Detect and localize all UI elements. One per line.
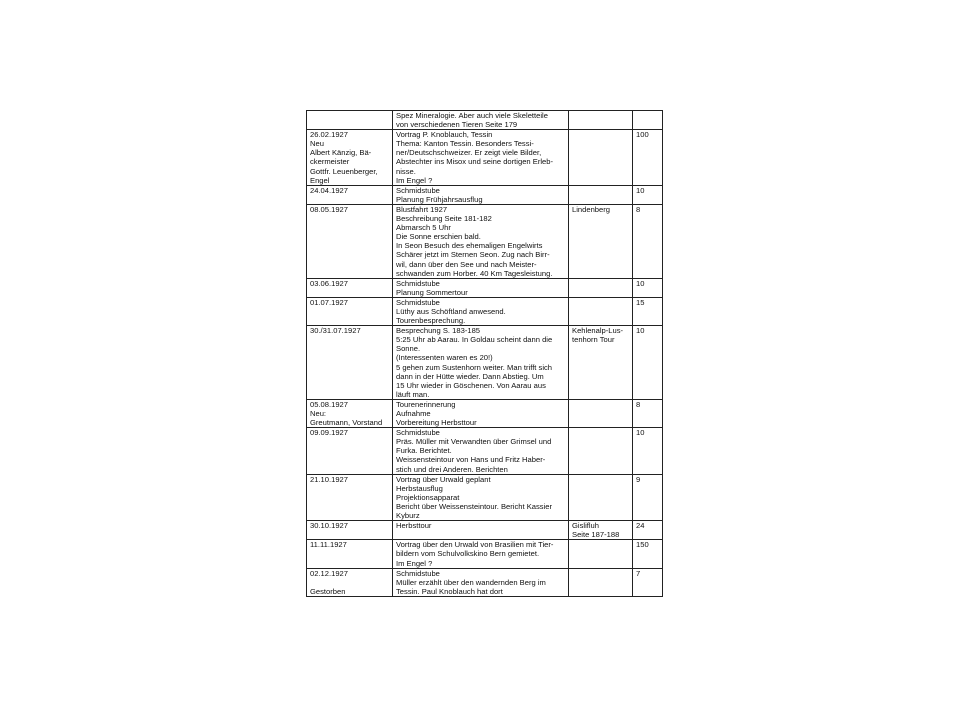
description-cell: Schmidstube Lüthy aus Schöftland anwesend. Tourenbesprechung. [393,297,569,325]
table-row [307,278,663,297]
description-cell: Tourenerinnerung Aufnahme Vorbereitung Herbsttour [393,399,569,427]
count-cell: 9 [633,474,663,520]
table-row [307,204,663,278]
date-cell: 03.06.1927 [307,278,393,297]
table-row [307,297,663,325]
date-cell: 08.05.1927 [307,204,393,278]
description-cell: Besprechung S. 183-185 5:25 Uhr ab Aarau. In Goldau scheint dann die Sonne. (Interessenten waren es 20!) 5 gehen zum Sustenhorn weiter. Man trifft sich dann in der Hütte wieder. Dann Abstieg. Um 15 Uhr wieder in Göschenen. Von Aarau aus läuft man. [393,326,569,400]
place-cell [569,568,633,596]
table-row [307,540,663,568]
place-cell [569,297,633,325]
table-row [307,428,663,474]
count-cell: 10 [633,278,663,297]
table-row [307,474,663,520]
date-cell: 30.10.1927 [307,521,393,540]
date-cell: 05.08.1927 Neu: Greutmann, Vorstand [307,399,393,427]
place-cell [569,111,633,130]
place-cell [569,474,633,520]
date-cell: 21.10.1927 [307,474,393,520]
table-row [307,130,663,186]
description-cell: Blustfahrt 1927 Beschreibung Seite 181-182 Abmarsch 5 Uhr Die Sonne erschien bald. In Seon Besuch des ehemaligen Engelwirts Schärer jetzt im Sternen Seon. Zug nach Birr- wil, dann über den See und nach Meister- schwanden zum Horber. 40 Km Tagesleistung. [393,204,569,278]
place-cell [569,278,633,297]
count-cell [633,111,663,130]
place-cell [569,428,633,474]
count-cell: 10 [633,326,663,400]
place-cell [569,130,633,186]
date-cell: 01.07.1927 [307,297,393,325]
table-row [307,568,663,596]
place-cell [569,399,633,427]
date-cell: 26.02.1927 Neu Albert Känzig, Bä- ckermeister Gottfr. Leuenberger, Engel [307,130,393,186]
count-cell: 8 [633,204,663,278]
description-cell: Schmidstube Präs. Müller mit Verwandten über Grimsel und Furka. Berichtet. Weissensteintour von Hans und Fritz Haber- stich und drei Anderen. Berichten [393,428,569,474]
place-cell: Gislifluh Seite 187-188 [569,521,633,540]
description-cell: Schmidstube Planung Sommertour [393,278,569,297]
chronicle-body [307,111,663,597]
date-cell [307,111,393,130]
count-cell: 100 [633,130,663,186]
place-cell [569,185,633,204]
description-cell: Spez Mineralogie. Aber auch viele Skeletteile von verschiedenen Tieren Seite 179 [393,111,569,130]
description-cell: Herbsttour [393,521,569,540]
description-cell: Vortrag über den Urwald von Brasilien mit Tier- bildern vom Schulvolkskino Bern gemietet. Im Engel ? [393,540,569,568]
count-cell: 7 [633,568,663,596]
table-row [307,326,663,400]
date-cell: 24.04.1927 [307,185,393,204]
table-row [307,521,663,540]
count-cell: 24 [633,521,663,540]
description-cell: Vortrag über Urwald geplant Herbstausflug Projektionsapparat Bericht über Weissensteintour. Bericht Kassier Kyburz [393,474,569,520]
place-cell: Lindenberg [569,204,633,278]
place-cell [569,540,633,568]
date-cell: 11.11.1927 [307,540,393,568]
description-cell: Vortrag P. Knoblauch, Tessin Thema: Kanton Tessin. Besonders Tessi- ner/Deutschschweizer. Er zeigt viele Bilder, Abstechter ins Misox und seine dortigen Erleb- nisse. Im Engel ? [393,130,569,186]
place-cell: Kehlenalp-Lus- tenhorn Tour [569,326,633,400]
table-row [307,185,663,204]
count-cell: 150 [633,540,663,568]
count-cell: 10 [633,428,663,474]
description-cell: Schmidstube Planung Frühjahrsausflug [393,185,569,204]
date-cell: 09.09.1927 [307,428,393,474]
count-cell: 10 [633,185,663,204]
table-row [307,111,663,130]
description-cell: Schmidstube Müller erzählt über den wandernden Berg im Tessin. Paul Knoblauch hat dort [393,568,569,596]
date-cell: 30./31.07.1927 [307,326,393,400]
date-cell: 02.12.1927 Gestorben [307,568,393,596]
chronicle-table [306,110,663,597]
count-cell: 15 [633,297,663,325]
table-row [307,399,663,427]
count-cell: 8 [633,399,663,427]
